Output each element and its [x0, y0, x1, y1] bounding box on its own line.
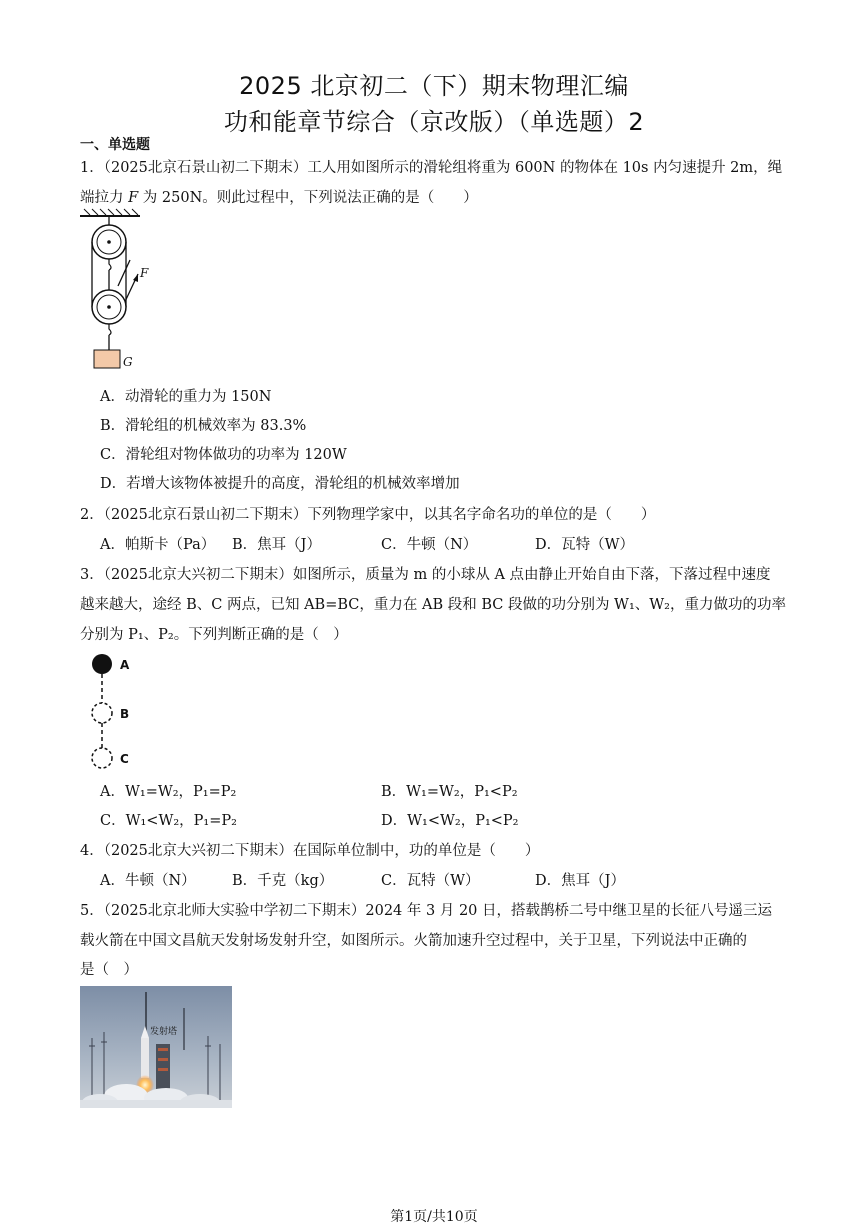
q3-stem-line3: 分别为 P₁、P₂。下列判断正确的是（ ）	[80, 627, 348, 643]
q1-option-c: C．滑轮组对物体做功的功率为 120W	[100, 447, 347, 463]
page-footer: 第1页/共10页	[390, 1209, 478, 1225]
point-label-a: A	[120, 658, 130, 672]
q1-option-d: D．若增大该物体被提升的高度，滑轮组的机械效率增加	[100, 476, 460, 492]
page-title-line1: 2025 北京初二（下）期末物理汇编	[239, 72, 629, 100]
q5-stem-line3: 是（ ）	[80, 962, 138, 978]
q3-option-d: D．W₁<W₂，P₁<P₂	[381, 813, 519, 829]
falling-ball-figure	[88, 650, 148, 772]
q3-stem-line2: 越来越大，途经 B、C 两点，已知 AB=BC，重力在 AB 段和 BC 段做的功分别为 W₁、W₂，重力做功的功率	[80, 597, 786, 613]
q4-option-c: C．瓦特（W）	[381, 873, 480, 889]
point-label-b: B	[120, 707, 130, 721]
q2-option-a: A．帕斯卡（Pa）	[100, 537, 216, 553]
point-label-c: C	[120, 752, 129, 766]
rocket-launch-photo	[80, 986, 232, 1108]
q1-stem-line2	[80, 186, 478, 207]
q5-stem-line2: 载火箭在中国文昌航天发射场发射升空，如图所示。火箭加速升空过程中，关于卫星，下列说法中正确的	[80, 933, 747, 949]
q2-stem-line1: 2．（2025北京石景山初二下期末）下列物理学家中，以其名字命名功的单位的是（ ）	[80, 507, 656, 523]
q3-option-a: A．W₁=W₂，P₁=P₂	[100, 784, 237, 800]
q1-stem-var-f: F	[128, 190, 139, 206]
q1-stem-line2-b: 为 250N。则此过程中，下列说法正确的是（ ）	[138, 190, 478, 206]
q1-stem-line1: 1．（2025北京石景山初二下期末）工人用如图所示的滑轮组将重为 600N 的物体在 10s 内匀速提升 2m，绳	[80, 160, 783, 176]
q2-option-d: D．瓦特（W）	[535, 537, 635, 553]
q2-option-b: B．焦耳（J）	[232, 537, 321, 553]
q1-option-a: A．动滑轮的重力为 150N	[100, 389, 272, 405]
weight-label-g: G	[123, 355, 133, 369]
q5-stem-line1: 5．（2025北京北师大实验中学初二下期末）2024 年 3 月 20 日，搭载鹊桥二号中继卫星的长征八号遥三运	[80, 903, 772, 919]
photo-caption: 发射塔	[150, 1027, 178, 1037]
q3-option-b: B．W₁=W₂，P₁<P₂	[381, 784, 518, 800]
pulley-figure	[78, 208, 158, 376]
q4-option-d: D．焦耳（J）	[535, 873, 625, 889]
section-heading: 一、单选题	[80, 137, 150, 153]
page-title-line2: 功和能章节综合（京改版）（单选题）2	[223, 108, 645, 136]
q1-option-b: B．滑轮组的机械效率为 83.3%	[100, 418, 307, 434]
q4-option-a: A．牛顿（N）	[100, 873, 196, 889]
q3-stem-line1: 3．（2025北京大兴初二下期末）如图所示，质量为 m 的小球从 A 点由静止开始自由下落，下落过程中速度	[80, 567, 771, 583]
force-label-f: F	[140, 266, 149, 280]
q2-option-c: C．牛顿（N）	[381, 537, 478, 553]
q1-stem-line2-a: 端拉力	[80, 190, 129, 206]
q3-option-c: C．W₁<W₂，P₁=P₂	[100, 813, 237, 829]
q4-stem-line1: 4．（2025北京大兴初二下期末）在国际单位制中，功的单位是（ ）	[80, 843, 540, 859]
q4-option-b: B．千克（kg）	[232, 873, 334, 889]
